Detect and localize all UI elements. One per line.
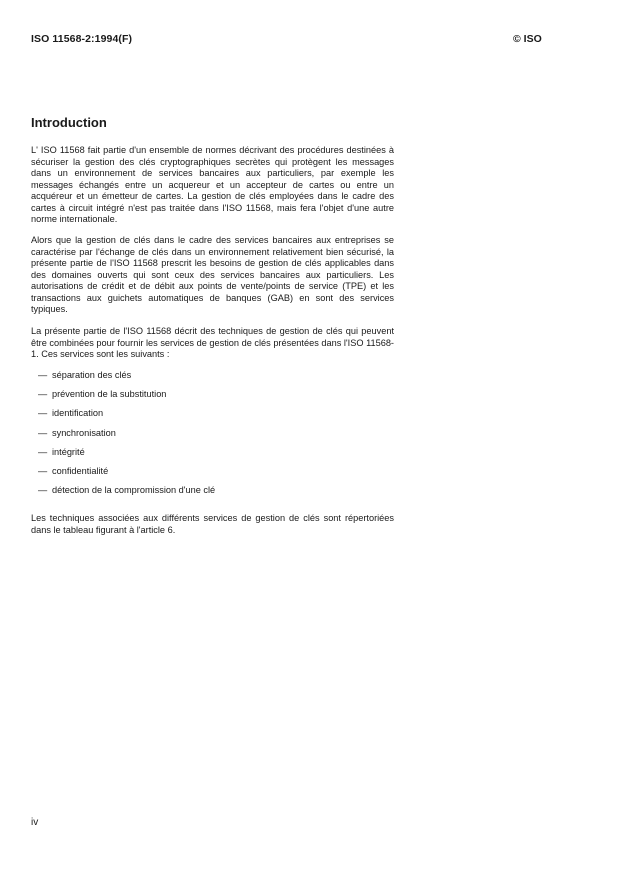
list-item [38, 370, 215, 389]
page-number: iv [31, 817, 39, 828]
paragraph-retail-banking: Alors que la gestion de clés dans le cadre des services bancaires aux entreprises se caractérise par l'échange de clés dans un environnement relativement bien sécurisé, la présente partie de l'ISO 11568 prescrit les besoins de gestion de clés applicables dans des domaines ouverts qui sont ceux des services bancaires aux particuliers. Les autorisations de crédit et de débit aux points de vente/points de service (TPE) et les transactions aux guichets automatiques de banques (GAB) en sont des services typiques. [31, 235, 394, 314]
list-dash: — [38, 389, 48, 400]
services-list [38, 370, 215, 504]
list-dash: — [38, 370, 48, 380]
service-label: prévention de la substitution [52, 389, 167, 400]
list-dash: — [38, 485, 48, 496]
list-dash: — [38, 446, 48, 457]
paragraph-services-intro: La présente partie de l'ISO 11568 décrit des techniques de gestion de clés qui peuvent être combinées pour fournir les services de gestion de clés présentées dans l'ISO 11568-1. Ces services sont les suivants : [31, 326, 394, 359]
list-item [38, 428, 215, 447]
list-item [38, 389, 215, 408]
service-label: détection de la compromission d'une clé [52, 485, 216, 496]
copyright-notice: © ISO [513, 33, 542, 45]
paragraph-closing: Les techniques associées aux différents services de gestion de clés sont répertoriées dans le tableau figurant à l'article 6. [31, 513, 394, 535]
section-title: Introduction [31, 115, 107, 130]
paragraph-scope: L' ISO 11568 fait partie d'un ensemble de normes décrivant des procédures destinées à sécuriser la gestion des clés cryptographiques secrètes qui protègent les messages dans un environnement de services bancaires aux particuliers, par exemple les messages échangés entre un acquereur et un accepteur de cartes ou entre un acquéreur et un émetteur de cartes. La gestion de clés employées dans le cadre des cartes à circuit intégré n'est pas traitée dans l'ISO 11568, mais fera l'objet d'une autre norme internationale. [31, 145, 394, 224]
service-label: identification [52, 408, 104, 419]
list-dash: — [38, 427, 48, 438]
service-label: confidentialité [52, 465, 109, 476]
list-item [38, 466, 215, 485]
list-item [38, 447, 215, 466]
service-label: séparation des clés [52, 370, 132, 380]
service-label: synchronisation [52, 427, 116, 438]
list-dash: — [38, 465, 48, 476]
standard-reference: ISO 11568-2:1994(F) [31, 33, 133, 45]
service-label: intégrité [52, 446, 85, 457]
list-item [38, 485, 215, 504]
list-item [38, 408, 215, 427]
list-dash: — [38, 408, 48, 419]
